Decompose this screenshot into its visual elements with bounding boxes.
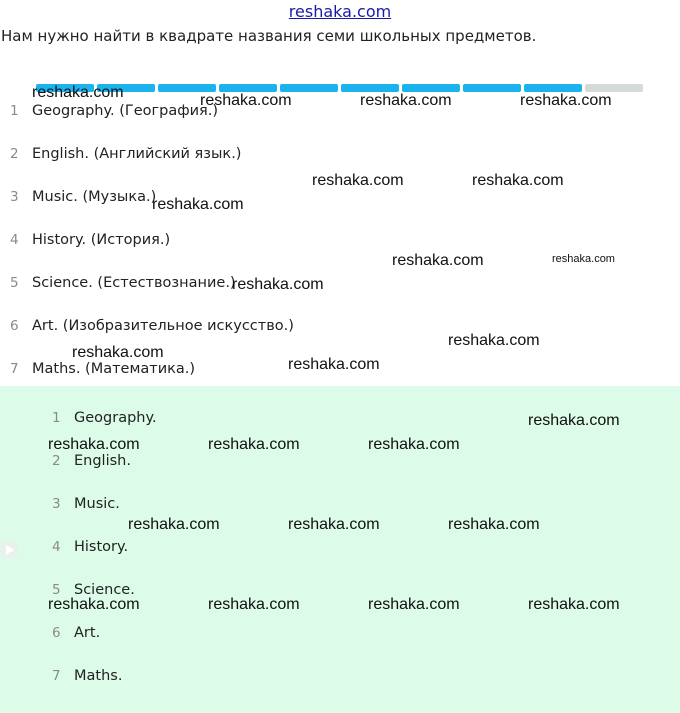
item-text: Music. xyxy=(74,496,120,512)
item-number: 4 xyxy=(10,232,19,248)
answer-item xyxy=(52,410,157,426)
progress-bar xyxy=(36,84,644,92)
watermark: reshaka.com xyxy=(528,412,620,429)
watermark: reshaka.com xyxy=(208,596,300,613)
item-number: 5 xyxy=(10,275,19,291)
watermark: reshaka.com xyxy=(32,84,124,101)
item-text: Geography. (География.) xyxy=(32,103,219,119)
item-number: 2 xyxy=(10,146,19,162)
item-text: Music. (Музыка.) xyxy=(32,189,157,205)
answer-item xyxy=(52,668,122,684)
answer-item xyxy=(52,625,100,641)
item-text: Science. (Естествознание.) xyxy=(32,275,236,291)
watermark: reshaka.com xyxy=(520,92,612,109)
answer-item xyxy=(52,453,131,469)
item-text: English. xyxy=(74,453,131,469)
watermark: reshaka.com xyxy=(288,356,380,373)
item-text: Art. xyxy=(74,625,101,641)
answer-item xyxy=(52,496,120,512)
watermark: reshaka.com xyxy=(152,196,244,213)
watermark: reshaka.com xyxy=(232,276,324,293)
watermark: reshaka.com xyxy=(528,596,620,613)
progress-segment xyxy=(158,84,216,92)
item-number: 1 xyxy=(10,103,19,119)
item-number: 3 xyxy=(10,189,19,205)
item-text: Maths. xyxy=(74,668,123,684)
list-item xyxy=(10,103,218,119)
progress-segment xyxy=(341,84,399,92)
list-item xyxy=(10,318,294,334)
watermark: reshaka.com xyxy=(552,253,615,265)
play-icon[interactable] xyxy=(0,541,18,559)
item-text: History. (История.) xyxy=(32,232,171,248)
item-text: Science. xyxy=(74,582,135,598)
item-number: 5 xyxy=(52,582,61,598)
item-text: Art. (Изобразительное искусство.) xyxy=(32,318,294,334)
watermark: reshaka.com xyxy=(48,436,140,453)
list-item xyxy=(10,275,236,291)
watermark: reshaka.com xyxy=(48,596,140,613)
item-number: 4 xyxy=(52,539,61,555)
item-text: Maths. (Математика.) xyxy=(32,361,196,377)
watermark: reshaka.com xyxy=(392,252,484,269)
progress-segment xyxy=(585,84,643,92)
list-item xyxy=(10,189,156,205)
watermark: reshaka.com xyxy=(312,172,404,189)
item-text: English. (Английский язык.) xyxy=(32,146,242,162)
list-item xyxy=(10,232,170,248)
progress-segment xyxy=(280,84,338,92)
progress-segment xyxy=(219,84,277,92)
watermark: reshaka.com xyxy=(128,516,220,533)
task-instruction: Нам нужно найти в квадрате названия семи школьных предметов. xyxy=(1,27,537,45)
watermark: reshaka.com xyxy=(368,596,460,613)
watermark: reshaka.com xyxy=(208,436,300,453)
item-text: History. xyxy=(74,539,129,555)
watermark: reshaka.com xyxy=(448,332,540,349)
watermark: reshaka.com xyxy=(360,92,452,109)
item-number: 7 xyxy=(52,668,61,684)
item-number: 6 xyxy=(10,318,19,334)
site-header-link[interactable]: reshaka.com xyxy=(288,2,392,21)
progress-segment xyxy=(402,84,460,92)
item-text: Geography. xyxy=(74,410,157,426)
item-number: 7 xyxy=(10,361,19,377)
watermark: reshaka.com xyxy=(72,344,164,361)
progress-segment xyxy=(524,84,582,92)
watermark: reshaka.com xyxy=(472,172,564,189)
list-item xyxy=(10,361,195,377)
list-item xyxy=(10,146,241,162)
answer-item xyxy=(52,539,128,555)
watermark: reshaka.com xyxy=(200,92,292,109)
item-number: 6 xyxy=(52,625,61,641)
watermark: reshaka.com xyxy=(288,516,380,533)
item-number: 1 xyxy=(52,410,61,426)
item-number: 2 xyxy=(52,453,61,469)
progress-segment xyxy=(463,84,521,92)
watermark: reshaka.com xyxy=(368,436,460,453)
item-number: 3 xyxy=(52,496,61,512)
watermark: reshaka.com xyxy=(448,516,540,533)
